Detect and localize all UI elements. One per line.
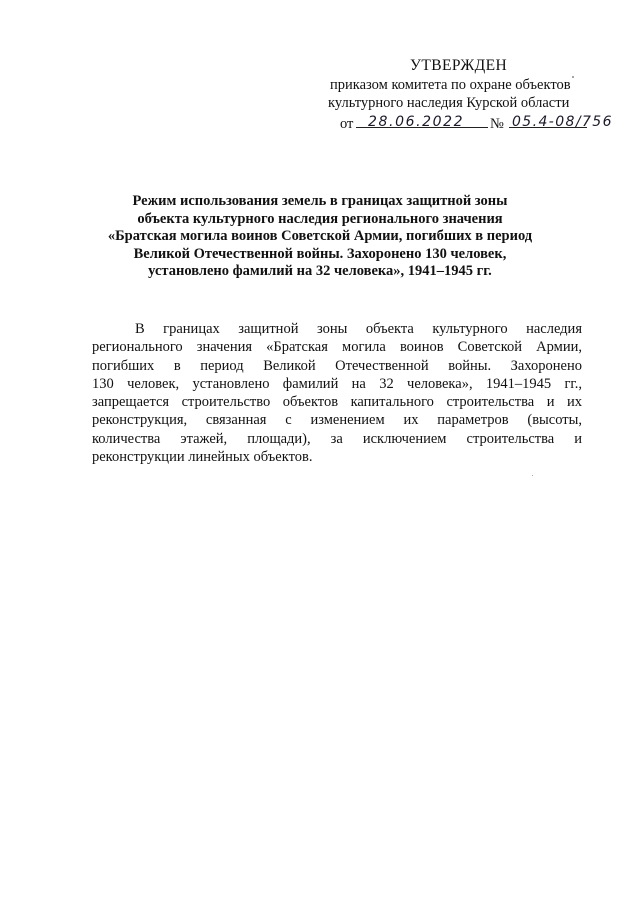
title-line: установлено фамилий на 32 человека», 1941–1945 гг. — [148, 263, 492, 279]
approval-line-2: культурного наследия Курской области — [328, 95, 570, 111]
scan-speck — [532, 475, 533, 476]
order-number-label: № — [490, 116, 504, 132]
order-date-handwritten: 28.06.2022 — [368, 114, 465, 130]
title-line: Великой Отечественной войны. Захоронено 130 человек, — [133, 245, 507, 262]
order-number-handwritten: 05.4-08/756 — [512, 114, 613, 130]
approval-line-1: приказом комитета по охране объектов — [330, 77, 571, 93]
body-line: количества этажей, площади), за исключением строительства и — [92, 430, 582, 447]
title-line: Режим использования земель в границах защитной зоны — [132, 193, 508, 209]
document-title — [60, 193, 580, 281]
body-line: запрещается строительство объектов капитального строительства и их — [92, 394, 582, 411]
body-line: реконструкции линейных объектов. — [92, 449, 313, 466]
title-line: объекта культурного наследия регионального значения — [137, 210, 503, 227]
order-reference — [300, 113, 613, 133]
body-line: регионального значения «Братская могила воинов Советской Армии, — [92, 339, 582, 356]
title-line: «Братская могила воинов Советской Армии, погибших в период — [107, 228, 533, 244]
approval-block — [300, 57, 613, 133]
approval-heading: УТВЕРЖДЕН — [410, 57, 508, 74]
body-line: реконструкция, связанная с изменением их параметров (высоты, — [92, 412, 582, 429]
order-date-label: от — [340, 116, 354, 132]
scan-speck — [572, 76, 574, 78]
body-line: 130 человек, установлено фамилий на 32 человека», 1941–1945 гг., — [92, 375, 582, 392]
body-line: В границах защитной зоны объекта культурного наследия — [135, 321, 582, 337]
body-line: погибших в период Великой Отечественной войны. Захоронено — [92, 357, 582, 374]
body-paragraph — [92, 320, 582, 466]
